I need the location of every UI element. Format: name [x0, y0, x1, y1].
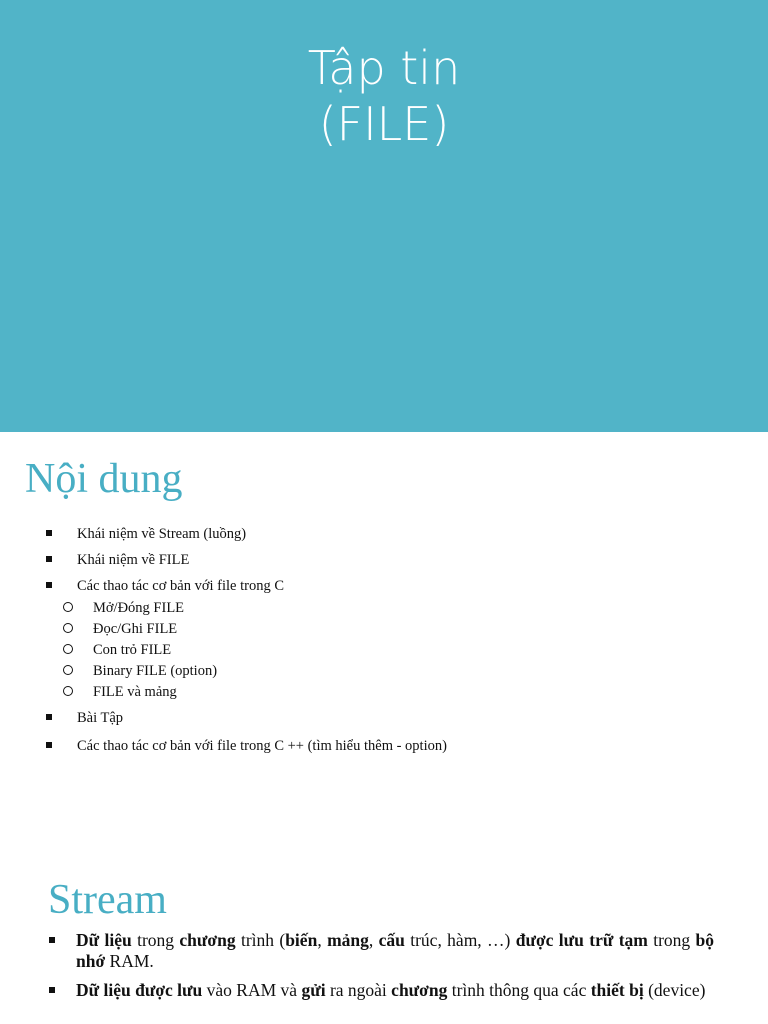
circle-bullet-icon: [63, 623, 73, 633]
text-run: chương: [179, 930, 236, 950]
circle-bullet-icon: [63, 644, 73, 654]
square-bullet-icon: [49, 987, 55, 993]
list-item-label: Khái niệm về FILE: [77, 552, 190, 568]
stream-bullet-text: [76, 980, 714, 1001]
list-item-label: Binary FILE (option): [93, 663, 218, 679]
text-run: biến: [285, 930, 318, 950]
square-bullet-icon: [46, 530, 52, 536]
stream-bullet-text: [76, 930, 714, 972]
square-bullet-icon: [46, 742, 52, 748]
contents-heading: Nội dung: [25, 456, 183, 502]
text-run: Dữ liệu được lưu: [76, 980, 203, 1000]
title-line-1: Tập tin: [307, 41, 461, 95]
list-item-label: Các thao tác cơ bản với file trong C ++ (tìm hiểu thêm - option): [77, 738, 447, 754]
text-run: (device): [643, 980, 706, 1000]
text-run: trúc, hàm, …): [404, 930, 516, 950]
list-item-label: Các thao tác cơ bản với file trong C: [77, 578, 284, 594]
text-run: cấu: [378, 930, 405, 950]
text-run: bộ nhớ: [76, 930, 715, 971]
text-run: gửi: [301, 980, 326, 1000]
circle-bullet-icon: [63, 665, 73, 675]
slide-title: [0, 40, 768, 152]
text-run: ,: [317, 930, 328, 950]
text-run: được lưu trữ tạm: [515, 930, 648, 950]
list-item-label: Khái niệm về Stream (luồng): [77, 526, 247, 542]
list-item-label: Đọc/Ghi FILE: [93, 621, 178, 637]
list-item-label: FILE và mảng: [93, 684, 177, 700]
text-run: trong: [647, 930, 696, 950]
text-run: RAM.: [105, 951, 154, 971]
circle-bullet-icon: [63, 686, 73, 696]
text-run: ,: [368, 930, 379, 950]
square-bullet-icon: [46, 556, 52, 562]
text-run: Dữ liệu: [76, 930, 132, 950]
text-run: trong: [131, 930, 180, 950]
stream-heading: Stream: [48, 877, 167, 923]
text-run: vào RAM và: [202, 980, 302, 1000]
text-run: ra ngoài: [325, 980, 392, 1000]
title-slide: [0, 0, 768, 432]
title-line-2: (FILE): [318, 97, 450, 151]
list-item-label: Mở/Đóng FILE: [93, 600, 185, 616]
list-item-label: Con trỏ FILE: [93, 642, 172, 658]
text-run: mảng: [327, 930, 369, 950]
text-run: trình (: [235, 930, 286, 950]
square-bullet-icon: [46, 714, 52, 720]
circle-bullet-icon: [63, 602, 73, 612]
square-bullet-icon: [49, 937, 55, 943]
text-run: chương: [391, 980, 448, 1000]
stream-slide: [0, 852, 768, 1024]
square-bullet-icon: [46, 582, 52, 588]
text-run: thiết bị: [590, 980, 644, 1000]
list-item-label: Bài Tập: [77, 710, 124, 726]
contents-slide: [0, 432, 768, 852]
text-run: trình thông qua các: [447, 980, 591, 1000]
